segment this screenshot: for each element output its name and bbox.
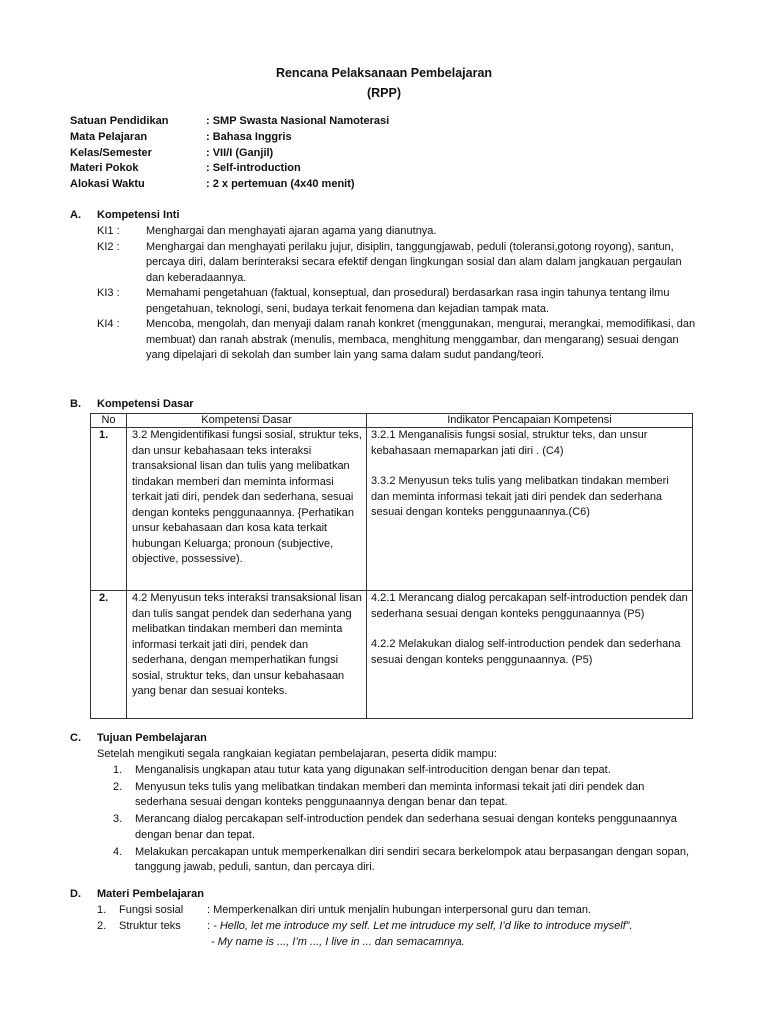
info-label: Alokasi Waktu [70,178,145,191]
info-row [70,177,389,193]
learning-objectives [97,747,697,877]
indicator-cell [367,591,693,719]
table-row [91,428,693,591]
ki-item [97,240,697,287]
info-label: Materi Pokok [70,162,139,175]
section-title: Materi Pembelajaran [97,888,204,900]
ki-key: KI1 : [97,225,120,237]
learning-material [97,903,717,951]
section-title: Kompetensi Dasar [97,398,194,410]
item-text: Melakukan percakapan untuk memperkenalkan diri sendiri secara berkelompok atau berpasangan dengan sopan, tanggung jawab, peduli, santun, dan percaya diri. [135,845,690,873]
section-letter: B. [70,398,81,410]
ki-text: Menghargai dan menghayati ajaran agama yang dianutnya. [146,225,437,237]
item-value [211,935,465,951]
basic-competence-table [90,413,693,719]
info-value: : VII/I (Ganjil) [206,146,274,159]
item-number: 1. [113,763,123,776]
info-value: : SMP Swasta Nasional Namoterasi [206,115,390,127]
list-item [113,763,697,779]
indicator-item: 4.2.2 Melakukan dialog self-introduction pendek dan sederhana sesuai dengan konteks penggunaannya. (P5) [371,638,681,666]
list-item [113,845,697,876]
ki-item [97,286,697,317]
info-label: Satuan Pendidikan [70,115,169,127]
list-item [113,780,697,811]
indicator-item: 3.2.1 Menganalisis fungsi sosial, struktur teks, dan unsur kebahasaan memaparkan jati diri . (C4) [371,429,648,457]
section-letter: D. [70,888,81,900]
core-competence-list [97,224,697,364]
info-value: : Bahasa Inggris [206,130,292,143]
section-a-heading [70,208,180,224]
row-number: 1. [91,428,127,591]
ki-item [97,317,697,364]
item-number: 1. [97,904,107,916]
info-row [70,130,389,146]
example-text: - My name is ..., I’m ..., I live in ... dan semacamnya. [211,936,465,948]
section-title: Kompetensi Inti [97,209,180,221]
indicator-cell [367,428,693,591]
list-item [97,903,717,919]
item-text: Menganalisis ungkapan atau tutur kata yang digunakan self-introducition dengan benar dan tepat. [135,763,611,776]
info-row [70,146,389,162]
example-text: - Hello, let me introduce my self. Let me intruduce my self, I’d like to introduce myself”. [213,920,633,932]
item-label: Struktur teks [119,920,181,932]
list-item [113,812,697,843]
value-prefix: : [207,920,214,932]
indicator-item: 4.2.1 Merancang dialog percakapan self-introduction pendek dan sederhana sesuai dengan konteks penggunaannya (P5) [371,592,688,620]
item-number: 3. [113,813,123,825]
document-subtitle: (RPP) [366,86,402,100]
list-item [97,935,717,951]
item-number: 2. [97,920,107,932]
info-label: Mata Pelajaran [70,130,148,143]
objectives-intro: Setelah mengikuti segala rangkaian kegiatan pembelajaran, peserta didik mampu: [97,748,497,760]
ki-text: Mencoba, mengolah, dan menyaji dalam ranah konkret (menggunakan, mengurai, merangkai, memodifikasi, dan membuat) dan ranah abstrak (menulis, membaca, menghitung menggambar, dan mengarang) sesuai dengan yang dipelajari di sekolah dan sumber lain yang sama dalam sudut pandang/teori. [146,318,696,361]
table-row [91,591,693,719]
item-value [207,919,633,935]
column-header-no: No [91,414,127,428]
ki-key: KI3 : [97,287,120,299]
ki-text: Memahami pengetahuan (faktual, konseptual, dan prosedural) berdasarkan rasa ingin tahunya tentang ilmu pengetahuan, teknologi, seni, budaya terkait fenomena dan kejadian tampak mata. [146,287,670,315]
ki-item [97,224,697,240]
kd-cell: 4.2 Menyusun teks interaksi transaksional lisan dan tulis sangat pendek dan sederhana yang melibatkan tindakan memberi dan meminta informasi terkait jati diri, pendek dan sederhana, dengan memperhatikan fungsi sosial, struktur teks, dan unsur kebahasaan yang benar dan sesuai konteks. [127,591,367,719]
info-row [70,161,389,177]
item-text: Menyusun teks tulis yang melibatkan tindakan memberi dan meminta informasi tekait jati diri pendek dan sederhana sesuai dengan konteks penggunaannya dengan benar dan tepat. [135,780,645,808]
section-c-heading [70,731,207,747]
section-letter: C. [70,732,81,744]
ki-text: Menghargai dan menghayati perilaku jujur, disiplin, tanggungjawab, peduli (toleransi,gotong royong), santun, percaya diri, dalam berinteraksi secara efektif dengan lingkungan sosial dan alam dalam jangkauan pergaulan dan keberadaannya. [146,240,682,284]
kd-cell: 3.2 Mengidentifikasi fungsi sosial, struktur teks, dan unsur kebahasaan teks interaksi transaksional lisan dan tulis yang melibatkan tindakan memberi dan meminta informasi terkait jati diri, pendek dan sederhana, sesuai dengan konteks penggunaannya. {Perhatikan unsur kebahasaan dan kosa kata terkait hubungan Keluarga; pronoun (subjective, objective, possessive). [127,428,367,591]
section-d-heading [70,887,204,903]
section-letter: A. [70,209,81,221]
item-value: : Memperkenalkan diri untuk menjalin hubungan interpersonal guru dan teman. [207,904,592,916]
table-header-row [91,414,693,428]
item-number: 4. [113,845,123,858]
section-title: Tujuan Pembelajaran [97,732,207,744]
list-item [97,919,717,935]
row-number: 2. [91,591,127,719]
item-number: 2. [113,780,123,793]
column-header-indicator: Indikator Pencapaian Kompetensi [367,414,693,428]
info-row [70,114,389,130]
info-value: : 2 x pertemuan (4x40 menit) [206,178,355,191]
info-label: Kelas/Semester [70,146,152,159]
identity-block [70,114,389,193]
ki-key: KI2 : [97,240,120,253]
item-text: Merancang dialog percakapan self-introduction pendek dan sederhana sesuai dengan konteks penggunaannya dengan benar dan tepat. [135,813,677,841]
indicator-item: 3.3.2 Menyusun teks tulis yang melibatkan tindakan memberi dan meminta informasi tekait jati diri pendek dan sederhana sesuai dengan konteks penggunaannya.(C6) [371,475,669,518]
ki-key: KI4 : [97,318,120,330]
item-label: Fungsi sosial [119,904,184,916]
document-title: Rencana Pelaksanaan Pembelajaran [275,66,493,80]
column-header-kd: Kompetensi Dasar [127,414,367,428]
info-value: : Self-introduction [206,162,301,175]
section-b-heading [70,397,194,413]
